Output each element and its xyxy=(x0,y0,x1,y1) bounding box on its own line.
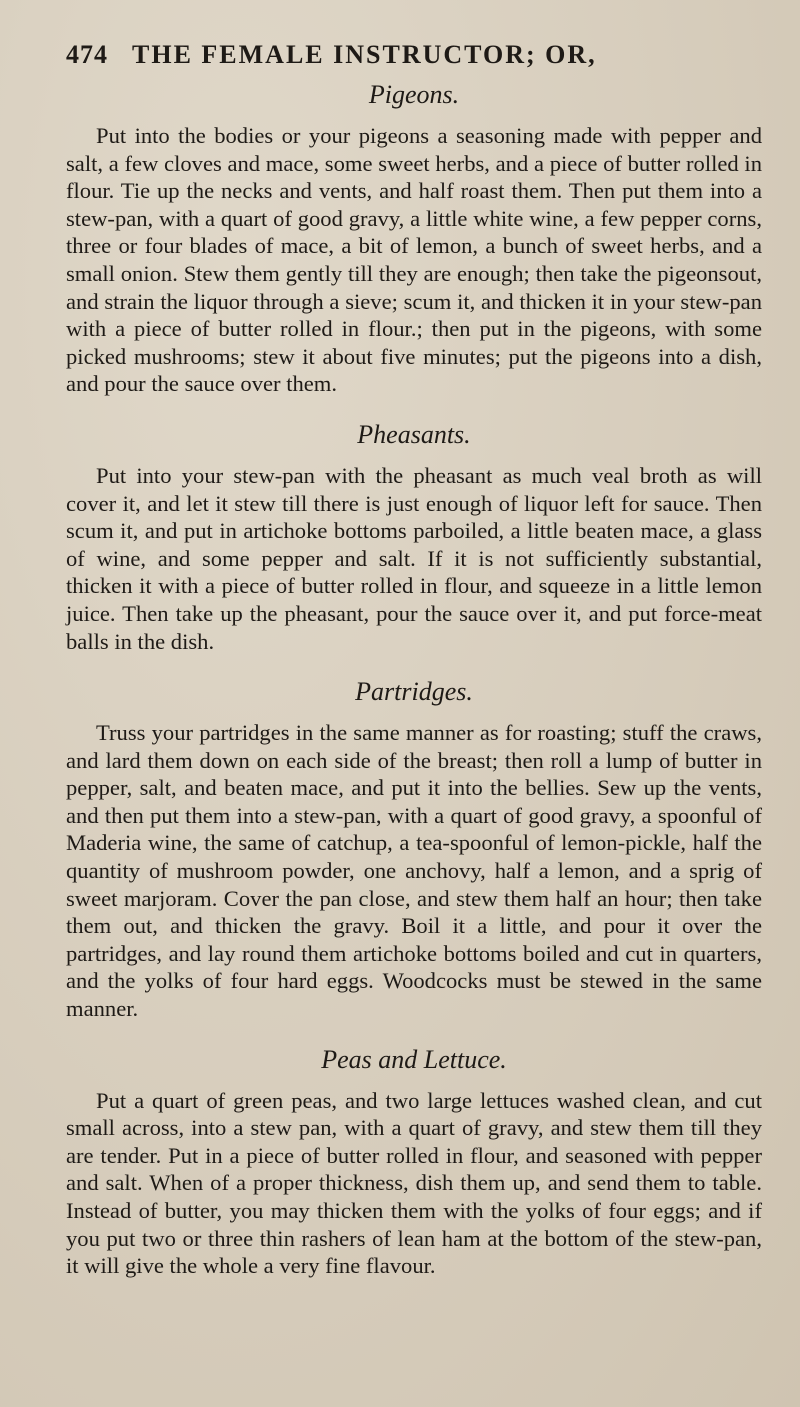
section-peas-lettuce xyxy=(66,1045,762,1280)
section-title: Partridges. xyxy=(355,677,473,707)
section-pigeons xyxy=(66,80,762,398)
section-text: Put a quart of green peas, and two large lettuces washed clean, and cut small across, into a stew pan, with a quart of gravy, and stew them till they are tender. Put in a piece of butter rolled in flour, and seasoned with pepper and salt. When of a proper thickness, dish them up, and send them to table. Instead of butter, you may thicken them with the yolks of four eggs; and if you put two or three thin rashers of lean ham at the bottom of the stew-pan, it will give the whole a very fine flavour. xyxy=(66,1087,762,1279)
section-title: Pheasants. xyxy=(357,419,471,449)
section-text: Put into the bodies or your pigeons a seasoning made with pepper and salt, a few cloves and mace, some sweet herbs, and a piece of butter rolled in flour. Tie up the necks and vents, and half roast them. Then put them into a stew-pan, with a quart of good gravy, a little white wine, a few pepper corns, three or four blades of mace, a bit of lemon, a bunch of sweet herbs, and a small onion. Stew them gently till they are enough; then take the pigeonsout, and strain the liquor through a sieve; scum it, and thicken it in your stew-pan with a piece of butter rolled in flour.; then put in the pigeons, with some picked mushrooms; stew it about five minutes; put the pigeons into a dish, and pour the sauce over them. xyxy=(66,123,762,397)
section-title: Pigeons. xyxy=(368,80,460,109)
section-pheasants xyxy=(66,420,762,655)
section-text: Put into your stew-pan with the pheasant as much veal broth as will cover it, and let it stew till there is just enough of liquor left for sauce. Then scum it, and put in artichoke bottoms parboiled, a little beaten mace, a glass of wine, and some pepper and salt. If it is not sufficiently substantial, thicken it with a piece of butter rolled in flour, and squeeze in a little lemon juice. Then take up the pheasant, pour the sauce over it, and put force-meat balls in the dish. xyxy=(66,462,762,654)
section-text: Truss your partridges in the same manner as for roasting; stuff the craws, and lard them down on each side of the breast; then roll a lump of butter in pepper, salt, and beaten mace, and put it into the bellies. Sew up the vents, and then put them into a stew-pan, with a quart of good gravy, a spoonful of Maderia wine, the same of catchup, a tea-spoonful of lemon-pickle, half the quantity of mushroom powder, one anchovy, half a lemon, and a sprig of sweet marjoram. Cover the pan close, and stew them half an hour; then take them out, and thicken the gravy. Boil it a little, and pour it over the partridges, and lay round them artichoke bottoms boiled and cut in quarters, and the yolks of four hard eggs. Woodcocks must be stewed in the same manner. xyxy=(66,720,762,1022)
page-number: 474 xyxy=(66,40,108,69)
section-partridges xyxy=(66,677,762,1023)
running-title: THE FEMALE INSTRUCTOR; OR, xyxy=(132,40,597,69)
section-title: Peas and Lettuce. xyxy=(321,1044,507,1074)
page-header xyxy=(66,40,762,70)
